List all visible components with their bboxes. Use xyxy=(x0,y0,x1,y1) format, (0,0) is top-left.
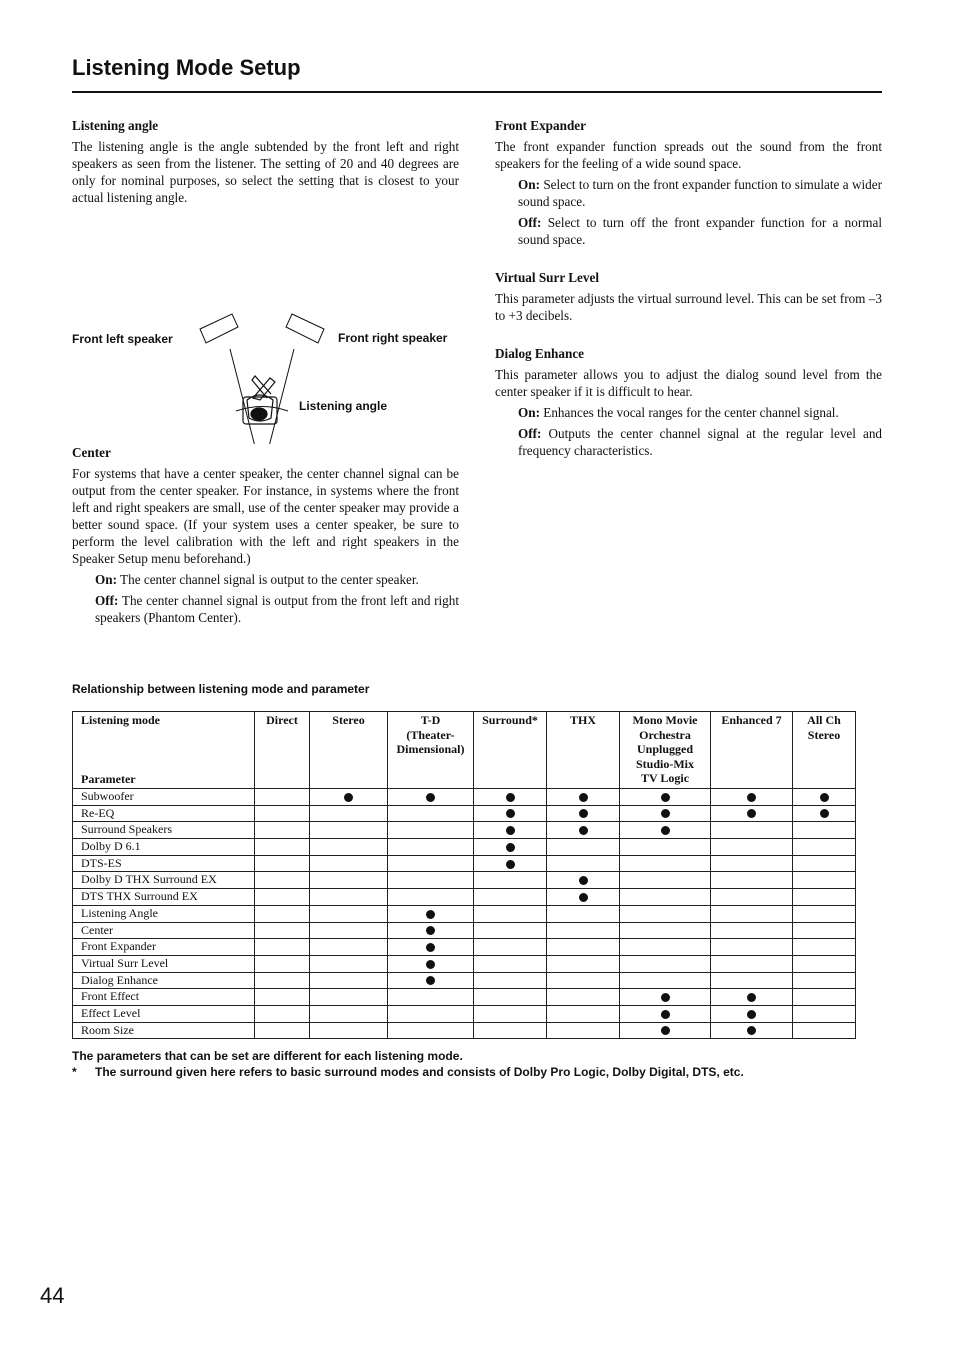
bullet-icon xyxy=(820,793,829,802)
corner-header xyxy=(73,712,255,789)
mark-cell xyxy=(620,822,711,839)
mark-cell xyxy=(310,839,388,856)
bullet-icon xyxy=(747,1010,756,1019)
dialog-enhance-on-option xyxy=(518,404,882,421)
mode-column-header xyxy=(547,712,620,789)
mark-cell xyxy=(547,889,620,906)
mode-column-header xyxy=(474,712,547,789)
mark-cell xyxy=(474,905,547,922)
listener-icon xyxy=(233,372,293,442)
mark-cell xyxy=(620,989,711,1006)
front-expander-on-label: On: xyxy=(518,177,540,192)
mode-header-line: Stereo xyxy=(332,713,365,727)
center-heading: Center xyxy=(72,445,111,460)
mark-cell xyxy=(793,989,856,1006)
table-row xyxy=(73,789,856,806)
front-expander-off-label: Off: xyxy=(518,215,542,230)
mark-cell xyxy=(793,855,856,872)
mark-cell xyxy=(255,839,310,856)
table-row xyxy=(73,1005,856,1022)
footnote-2-text: The surround given here refers to basic surround modes and consists of Dolby Pro Logic, Dolby Digital, DTS, etc. xyxy=(95,1065,744,1079)
table-row xyxy=(73,972,856,989)
mark-cell xyxy=(547,1005,620,1022)
parameter-name-cell: Front Expander xyxy=(73,939,255,956)
front-expander-on-text: Select to turn on the front expander function to simulate a wider sound space. xyxy=(518,177,883,209)
mark-cell xyxy=(547,939,620,956)
mark-cell xyxy=(310,1005,388,1022)
mark-cell xyxy=(474,805,547,822)
bullet-icon xyxy=(579,826,588,835)
bullet-icon xyxy=(579,876,588,885)
dialog-enhance-off-text: Outputs the center channel signal at the regular level and frequency characteristics. xyxy=(518,426,883,458)
bullet-icon xyxy=(820,809,829,818)
mark-cell xyxy=(255,822,310,839)
mark-cell xyxy=(620,805,711,822)
mark-cell xyxy=(474,972,547,989)
dialog-enhance-text: This parameter allows you to adjust the dialog sound level from the center speaker if it is difficult to hear. xyxy=(495,367,882,399)
table-row xyxy=(73,989,856,1006)
mark-cell xyxy=(711,889,793,906)
mode-header-line: THX xyxy=(569,713,596,727)
mark-cell xyxy=(620,922,711,939)
mark-cell xyxy=(793,822,856,839)
virtual-surr-text: This parameter adjusts the virtual surround level. This can be set from –3 to +3 decibels. xyxy=(495,291,882,323)
listening-angle-heading: Listening angle xyxy=(72,118,159,133)
mark-cell xyxy=(310,939,388,956)
bullet-icon xyxy=(661,826,670,835)
listening-mode-label: Listening mode xyxy=(81,713,161,727)
parameter-label: Parameter xyxy=(81,771,136,786)
front-expander-heading: Front Expander xyxy=(495,118,586,133)
bullet-icon xyxy=(661,993,670,1002)
front-right-speaker-icon xyxy=(286,314,324,343)
mark-cell xyxy=(310,855,388,872)
page-title: Listening Mode Setup xyxy=(72,55,301,80)
dialog-enhance-off-label: Off: xyxy=(518,426,542,441)
front-expander-off-option xyxy=(518,214,882,248)
mark-cell xyxy=(255,989,310,1006)
mark-cell xyxy=(255,955,310,972)
center-text: For systems that have a center speaker, the center channel signal can be output from the center speaker. For instance, in systems where the front left and right speakers are small, use of the center speaker may provide a better sound space. (If your system uses a center speaker, be sure to perform the level calibration with the left and right speakers in the Speaker Setup menu beforehand.) xyxy=(72,466,459,566)
mark-cell xyxy=(711,1022,793,1039)
mark-cell xyxy=(388,955,474,972)
mark-cell xyxy=(474,872,547,889)
bullet-icon xyxy=(579,893,588,902)
mark-cell xyxy=(310,1022,388,1039)
mark-cell xyxy=(711,922,793,939)
mark-cell xyxy=(793,839,856,856)
bullet-icon xyxy=(426,960,435,969)
mark-cell xyxy=(474,889,547,906)
bullet-icon xyxy=(661,809,670,818)
front-expander-on-option xyxy=(518,176,882,210)
mark-cell xyxy=(547,972,620,989)
mark-cell xyxy=(255,905,310,922)
table-row xyxy=(73,872,856,889)
mark-cell xyxy=(255,889,310,906)
mark-cell xyxy=(310,789,388,806)
mark-cell xyxy=(793,872,856,889)
mark-cell xyxy=(388,939,474,956)
page-number: 44 xyxy=(40,1283,65,1308)
footnote-star: * xyxy=(72,1065,77,1079)
table-row xyxy=(73,922,856,939)
mark-cell xyxy=(547,955,620,972)
center-on-option xyxy=(95,571,459,588)
mark-cell xyxy=(547,905,620,922)
mode-header-line: Studio-Mix xyxy=(635,756,694,771)
mark-cell xyxy=(711,972,793,989)
table-row xyxy=(73,805,856,822)
mark-cell xyxy=(547,989,620,1006)
center-off-option xyxy=(95,592,459,626)
mark-cell xyxy=(793,789,856,806)
table-row xyxy=(73,822,856,839)
mark-cell xyxy=(711,822,793,839)
mark-cell xyxy=(388,855,474,872)
mark-cell xyxy=(711,989,793,1006)
parameter-name-cell: Subwoofer xyxy=(73,789,255,806)
mark-cell xyxy=(547,1022,620,1039)
bullet-icon xyxy=(426,926,435,935)
mark-cell xyxy=(310,805,388,822)
mark-cell xyxy=(793,1005,856,1022)
bullet-icon xyxy=(661,1026,670,1035)
bullet-icon xyxy=(344,793,353,802)
bullet-icon xyxy=(661,793,670,802)
mode-column-header xyxy=(793,712,856,789)
dialog-enhance-on-label: On: xyxy=(518,405,540,420)
center-off-label: Off: xyxy=(95,593,119,608)
listening-angle-text: The listening angle is the angle subtended by the front left and right speakers as seen from the listener. The setting of 20 and 40 degrees are only for nominal purposes, so select the setting that is closest to your actual listening angle. xyxy=(72,139,459,205)
mark-cell xyxy=(255,1022,310,1039)
parameter-name-cell: Virtual Surr Level xyxy=(73,955,255,972)
mark-cell xyxy=(310,989,388,1006)
table-row xyxy=(73,1022,856,1039)
mode-header-line: Orchestra xyxy=(639,727,691,742)
mark-cell xyxy=(255,855,310,872)
mark-cell xyxy=(388,889,474,906)
mode-header-line: T-D xyxy=(420,713,441,727)
mark-cell xyxy=(310,872,388,889)
mark-cell xyxy=(793,972,856,989)
center-on-text: The center channel signal is output to the center speaker. xyxy=(120,572,419,587)
bullet-icon xyxy=(506,826,515,835)
mark-cell xyxy=(388,905,474,922)
mark-cell xyxy=(310,972,388,989)
bullet-icon xyxy=(426,943,435,952)
mark-cell xyxy=(711,872,793,889)
mark-cell xyxy=(310,905,388,922)
mode-header-line: (Theater- xyxy=(406,727,455,742)
mode-header-line: Surround* xyxy=(482,713,538,727)
mark-cell xyxy=(620,1022,711,1039)
center-off-text: The center channel signal is output from the front left and right speakers (Phantom Center). xyxy=(95,593,459,625)
bullet-icon xyxy=(747,1026,756,1035)
mode-column-header xyxy=(310,712,388,789)
bullet-icon xyxy=(506,793,515,802)
mode-column-header xyxy=(388,712,474,789)
mark-cell xyxy=(255,939,310,956)
parameter-name-cell: Dolby D 6.1 xyxy=(73,839,255,856)
mode-column-header xyxy=(255,712,310,789)
mark-cell xyxy=(474,989,547,1006)
mark-cell xyxy=(711,955,793,972)
mark-cell xyxy=(711,805,793,822)
bullet-icon xyxy=(747,809,756,818)
mark-cell xyxy=(474,789,547,806)
mark-cell xyxy=(310,889,388,906)
mark-cell xyxy=(620,789,711,806)
mark-cell xyxy=(547,855,620,872)
dialog-enhance-off-option xyxy=(518,425,882,459)
table-row xyxy=(73,889,856,906)
mark-cell xyxy=(793,905,856,922)
mode-column-header xyxy=(711,712,793,789)
title-rule xyxy=(72,91,882,93)
bullet-icon xyxy=(426,910,435,919)
mark-cell xyxy=(255,1005,310,1022)
parameter-name-cell: Dolby D THX Surround EX xyxy=(73,872,255,889)
parameter-name-cell: DTS THX Surround EX xyxy=(73,889,255,906)
mode-parameter-table xyxy=(72,711,856,1039)
mark-cell xyxy=(474,1005,547,1022)
mark-cell xyxy=(793,922,856,939)
bullet-icon xyxy=(426,793,435,802)
parameter-name-cell: Dialog Enhance xyxy=(73,972,255,989)
bullet-icon xyxy=(747,793,756,802)
bullet-icon xyxy=(506,809,515,818)
parameter-name-cell: Effect Level xyxy=(73,1005,255,1022)
mark-cell xyxy=(474,955,547,972)
dialog-enhance-heading: Dialog Enhance xyxy=(495,346,585,361)
mark-cell xyxy=(547,839,620,856)
parameter-name-cell: Re-EQ xyxy=(73,805,255,822)
listening-angle-label: Listening angle xyxy=(299,399,388,413)
mark-cell xyxy=(620,855,711,872)
bullet-icon xyxy=(426,976,435,985)
table-row xyxy=(73,939,856,956)
mark-cell xyxy=(388,789,474,806)
center-on-label: On: xyxy=(95,572,117,587)
front-expander-text: The front expander function spreads out the sound from the front speakers for the feeling of a wide sound space. xyxy=(495,139,882,171)
mark-cell xyxy=(310,922,388,939)
mark-cell xyxy=(620,872,711,889)
bullet-icon xyxy=(579,793,588,802)
mark-cell xyxy=(620,939,711,956)
mark-cell xyxy=(711,905,793,922)
mode-column-header xyxy=(620,712,711,789)
mark-cell xyxy=(474,822,547,839)
mode-header-line: Unplugged xyxy=(636,742,694,756)
front-left-speaker-label: Front left speaker xyxy=(72,332,173,346)
mark-cell xyxy=(388,1005,474,1022)
mark-cell xyxy=(474,922,547,939)
mark-cell xyxy=(255,805,310,822)
mark-cell xyxy=(793,955,856,972)
mark-cell xyxy=(620,972,711,989)
mark-cell xyxy=(388,839,474,856)
mark-cell xyxy=(711,855,793,872)
mark-cell xyxy=(310,955,388,972)
bullet-icon xyxy=(506,843,515,852)
mark-cell xyxy=(620,889,711,906)
parameter-name-cell: DTS-ES xyxy=(73,855,255,872)
mark-cell xyxy=(388,922,474,939)
mark-cell xyxy=(620,905,711,922)
front-right-speaker-label: Front right speaker xyxy=(338,331,448,345)
mark-cell xyxy=(793,805,856,822)
table-row xyxy=(73,839,856,856)
mark-cell xyxy=(711,789,793,806)
parameter-name-cell: Listening Angle xyxy=(73,905,255,922)
table-row xyxy=(73,905,856,922)
mark-cell xyxy=(474,839,547,856)
mark-cell xyxy=(388,972,474,989)
mark-cell xyxy=(620,955,711,972)
mark-cell xyxy=(547,822,620,839)
mark-cell xyxy=(474,855,547,872)
mark-cell xyxy=(255,789,310,806)
mark-cell xyxy=(547,922,620,939)
mark-cell xyxy=(620,1005,711,1022)
parameter-name-cell: Center xyxy=(73,922,255,939)
mode-header-line: Dimensional) xyxy=(396,742,465,756)
front-left-speaker-icon xyxy=(200,314,238,343)
mode-header-line: Enhanced 7 xyxy=(721,713,782,727)
mode-header-line: Stereo xyxy=(807,727,841,742)
mark-cell xyxy=(388,1022,474,1039)
mark-cell xyxy=(255,872,310,889)
dialog-enhance-on-text: Enhances the vocal ranges for the center channel signal. xyxy=(543,405,839,420)
right-column xyxy=(495,117,882,459)
mode-header-line: TV Logic xyxy=(640,771,690,785)
mark-cell xyxy=(388,872,474,889)
mark-cell xyxy=(547,872,620,889)
bullet-icon xyxy=(747,993,756,1002)
table-row xyxy=(73,855,856,872)
bullet-icon xyxy=(506,860,515,869)
mark-cell xyxy=(793,1022,856,1039)
mark-cell xyxy=(711,939,793,956)
mode-header-line: Direct xyxy=(266,713,298,727)
bullet-icon xyxy=(661,1010,670,1019)
mark-cell xyxy=(388,989,474,1006)
mark-cell xyxy=(711,839,793,856)
table-caption: Relationship between listening mode and parameter xyxy=(72,682,370,696)
mark-cell xyxy=(474,939,547,956)
mark-cell xyxy=(388,805,474,822)
mark-cell xyxy=(793,889,856,906)
parameter-name-cell: Room Size xyxy=(73,1022,255,1039)
mark-cell xyxy=(711,1005,793,1022)
mark-cell xyxy=(547,789,620,806)
mark-cell xyxy=(255,972,310,989)
mark-cell xyxy=(547,805,620,822)
mark-cell xyxy=(310,822,388,839)
parameter-name-cell: Front Effect xyxy=(73,989,255,1006)
mark-cell xyxy=(474,1022,547,1039)
mark-cell xyxy=(620,839,711,856)
footnote-2 xyxy=(72,1065,744,1079)
mark-cell xyxy=(793,939,856,956)
mode-header-line: Mono Movie xyxy=(632,713,698,727)
footnote-1: The parameters that can be set are different for each listening mode. xyxy=(72,1049,463,1063)
front-expander-off-text: Select to turn off the front expander function for a normal sound space. xyxy=(518,215,882,247)
bullet-icon xyxy=(579,809,588,818)
mark-cell xyxy=(388,822,474,839)
parameter-name-cell: Surround Speakers xyxy=(73,822,255,839)
mark-cell xyxy=(255,922,310,939)
virtual-surr-heading: Virtual Surr Level xyxy=(495,270,600,285)
mode-header-line: All Ch xyxy=(807,713,841,727)
table-row xyxy=(73,955,856,972)
